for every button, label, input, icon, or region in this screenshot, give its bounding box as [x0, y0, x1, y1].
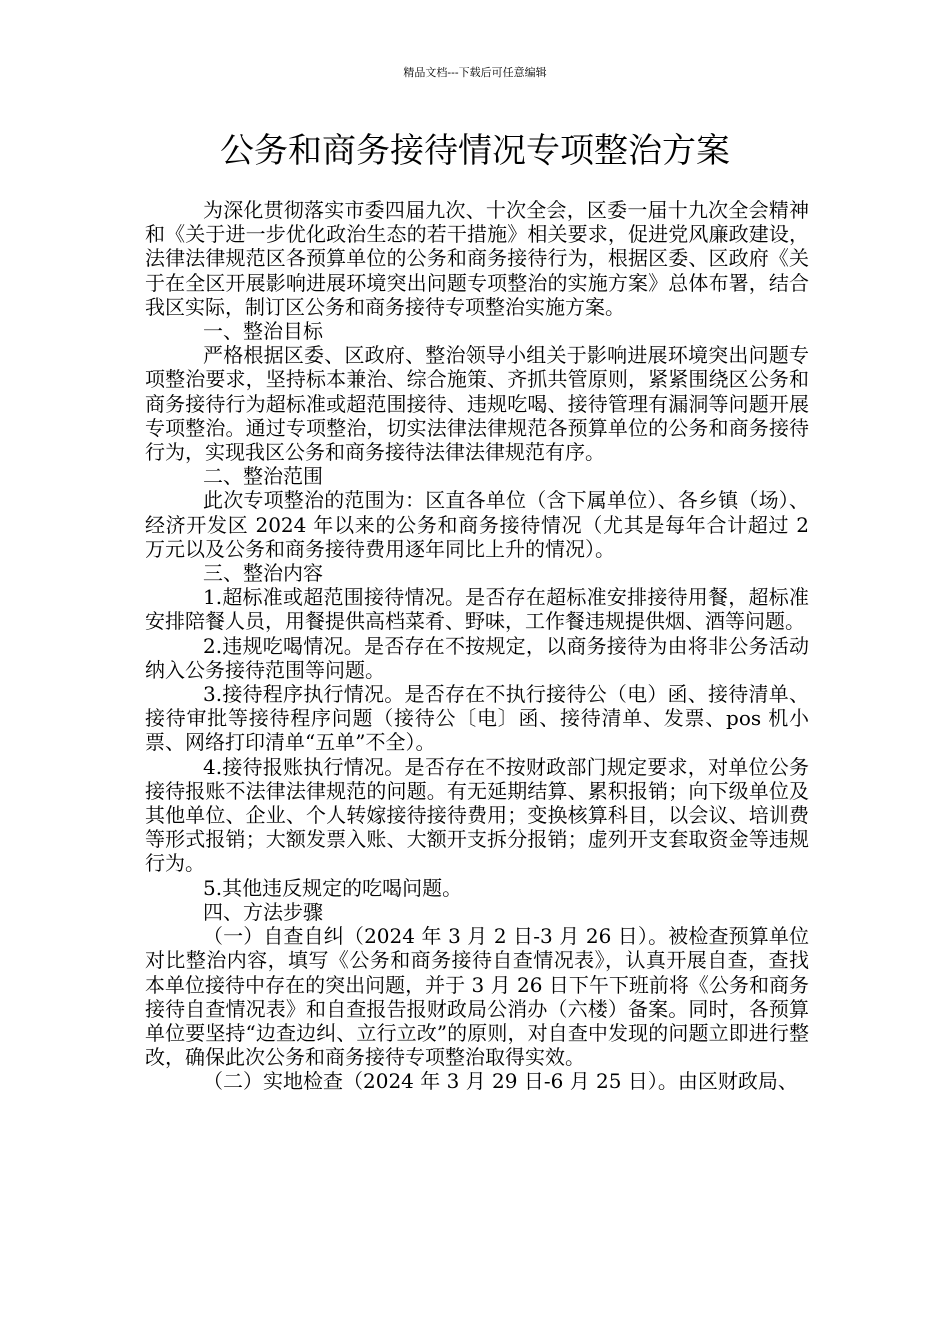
page-header-note: 精品文档---下载后可任意编辑: [403, 66, 547, 79]
section-heading-steps: 四、方法步骤: [203, 899, 323, 924]
section-heading-goals: 一、整治目标: [203, 319, 323, 344]
step-item-2: （二）实地检查（2024 年 3 月 29 日-6 月 25 日）。由区财政局、: [203, 1069, 798, 1094]
content-item-4: 4.接待报账执行情况。是否存在不按财政部门规定要求，对单位公务接待报账不法律法律规范的问题。有无延期结算、累积报销；向下级单位及其他单位、企业、个人转嫁接待接待费用；变换核算科目，以会议、培训费等形式报销；大额发票入账、大额开支拆分报销；虚列开支套取资金等违规行为。: [145, 754, 809, 876]
section-heading-scope: 二、整治范围: [203, 464, 323, 489]
section-text-goals: 严格根据区委、区政府、整治领导小组关于影响进展环境突出问题专项整治要求，坚持标本兼治、综合施策、齐抓共管原则，紧紧围绕区公务和商务接待行为超标准或超范围接待、违规吃喝、接待管理有漏洞等问题开展专项整治。通过专项整治，切实法律法律规范各预算单位的公务和商务接待行为，实现我区公务和商务接待法律法律规范有序。: [145, 343, 809, 465]
content-item-2: 2.违规吃喝情况。是否存在不按规定，以商务接待为由将非公务活动纳入公务接待范围等问题。: [145, 633, 809, 682]
section-heading-content: 三、整治内容: [203, 561, 323, 586]
section-text-scope: 此次专项整治的范围为：区直各单位（含下属单位）、各乡镇（场）、经济开发区 2024 年以来的公务和商务接待情况（尤其是每年合计超过 2 万元以及公务和商务接待费用逐年同比上升的情况）。: [145, 488, 809, 561]
intro-paragraph: 为深化贯彻落实市委四届九次、十次全会，区委一届十九次全会精神和《关于进一步优化政治生态的若干措施》相关要求，促进党风廉政建设，法律法律规范区各预算单位的公务和商务接待行为，根据区委、区政府《关于在全区开展影响进展环境突出问题专项整治的实施方案》总体布署，结合我区实际，制订区公务和商务接待专项整治实施方案。: [145, 198, 809, 319]
step-item-1: （一）自查自纠（2024 年 3 月 2 日-3 月 26 日）。被检查预算单位对比整治内容，填写《公务和商务接待自查情况表》，认真开展自查，查找本单位接待中存在的突出问题，并于 3 月 26 日下午下班前将《公务和商务接待自查情况表》和自查报告报财政局公消办（六楼）备案。同时，各预算单位要坚持“边查边纠、立行立改”的原则，对自查中发现的问题立即进行整改，确保此次公务和商务接待专项整治取得实效。: [145, 924, 809, 1070]
content-item-3: 3.接待程序执行情况。是否存在不执行接待公（电）函、接待清单、接待审批等接待程序问题（接待公〔电〕函、接待清单、发票、pos 机小票、网络打印清单“五单”不全）。: [145, 682, 809, 755]
document-body: [145, 198, 809, 1094]
content-item-5: 5.其他违反规定的吃喝问题。: [203, 875, 463, 900]
document-title: 公务和商务接待情况专项整治方案: [220, 131, 730, 171]
content-item-1: 1.超标准或超范围接待情况。是否存在超标准安排接待用餐，超标准安排陪餐人员，用餐提供高档菜肴、野味，工作餐违规提供烟、酒等问题。: [145, 585, 809, 634]
